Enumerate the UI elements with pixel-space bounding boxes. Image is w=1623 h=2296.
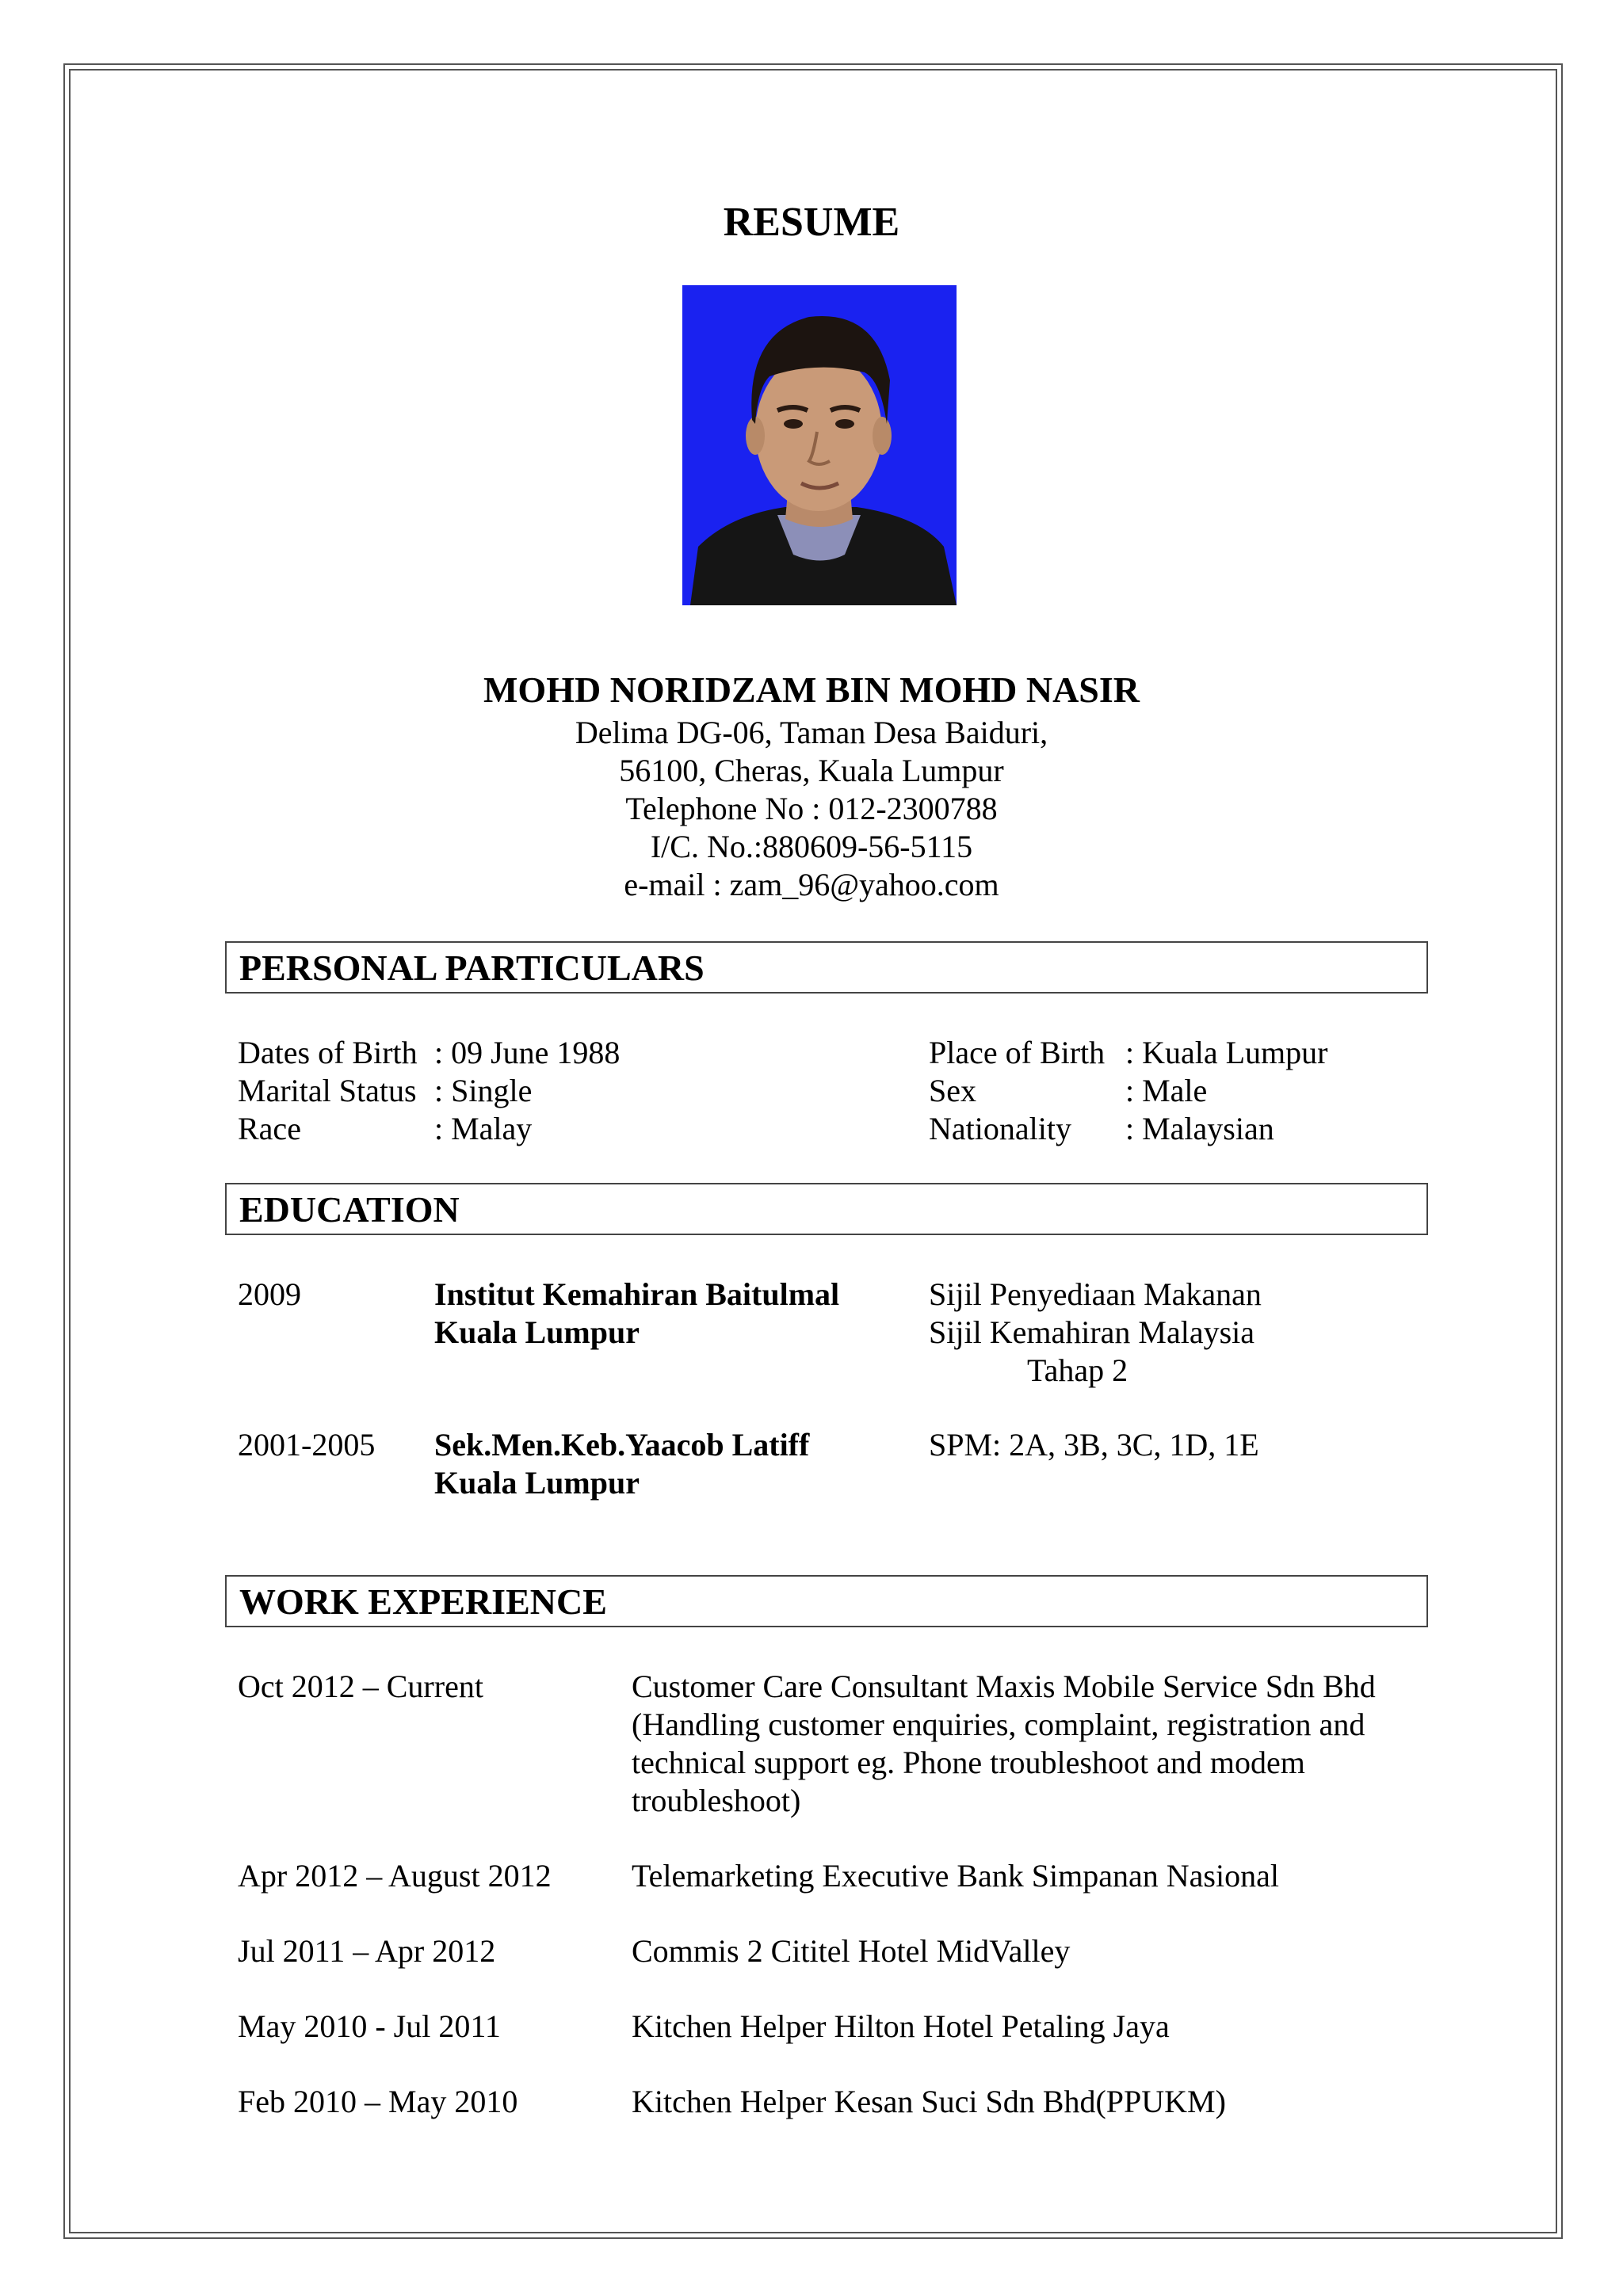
race-value: : Malay — [434, 1111, 533, 1146]
work-description: (Handling customer enquiries, complaint, registration and — [632, 1707, 1365, 1742]
edu-school: Sek.Men.Keb.Yaacob Latiff — [434, 1427, 810, 1463]
work-period: Oct 2012 – Current — [238, 1669, 483, 1704]
marital-value: : Single — [434, 1073, 533, 1108]
sex-label: Sex — [929, 1073, 976, 1108]
section-education — [225, 1183, 1428, 1235]
address-line-2: 56100, Cheras, Kuala Lumpur — [619, 753, 1004, 788]
work-role: Customer Care Consultant Maxis Mobile Service Sdn Bhd — [632, 1669, 1376, 1704]
work-period: Apr 2012 – August 2012 — [238, 1858, 552, 1894]
dob-value: : 09 June 1988 — [434, 1035, 621, 1070]
edu-school-city: Kuala Lumpur — [434, 1465, 640, 1501]
nationality-value: : Malaysian — [1125, 1111, 1274, 1146]
email: e-mail : zam_96@yahoo.com — [624, 867, 999, 902]
resume-title: RESUME — [723, 200, 900, 245]
section-personal-particulars — [225, 941, 1428, 994]
work-description: troubleshoot) — [632, 1783, 801, 1818]
sex-value: : Male — [1125, 1073, 1208, 1108]
telephone: Telephone No : 012-2300788 — [625, 791, 998, 826]
work-role: Telemarketing Executive Bank Simpanan Nasional — [632, 1858, 1279, 1894]
edu-year: 2009 — [238, 1276, 301, 1312]
section-work-experience — [225, 1575, 1428, 1627]
edu-qualification: Sijil Penyediaan Makanan — [929, 1276, 1262, 1312]
edu-qualification: Sijil Kemahiran Malaysia — [929, 1314, 1255, 1350]
work-role: Kitchen Helper Hilton Hotel Petaling Jaya — [632, 2008, 1170, 2044]
nationality-label: Nationality — [929, 1111, 1071, 1146]
work-period: Jul 2011 – Apr 2012 — [238, 1933, 496, 1969]
edu-qualification: SPM: 2A, 3B, 3C, 1D, 1E — [929, 1427, 1259, 1463]
edu-school: Institut Kemahiran Baitulmal — [434, 1276, 840, 1312]
race-label: Race — [238, 1111, 301, 1146]
work-role: Commis 2 Cititel Hotel MidValley — [632, 1933, 1071, 1969]
edu-school-city: Kuala Lumpur — [434, 1314, 640, 1350]
work-period: May 2010 - Jul 2011 — [238, 2008, 501, 2044]
section-heading: PERSONAL PARTICULARS — [239, 948, 705, 988]
edu-year: 2001-2005 — [238, 1427, 376, 1463]
pob-value: : Kuala Lumpur — [1125, 1035, 1328, 1070]
edu-qualification: Tahap 2 — [1027, 1352, 1128, 1388]
portrait-illustration — [682, 285, 957, 605]
profile-photo — [682, 285, 957, 605]
address-line-1: Delima DG-06, Taman Desa Baiduri, — [575, 715, 1048, 750]
section-heading: EDUCATION — [239, 1189, 460, 1230]
candidate-name: MOHD NORIDZAM BIN MOHD NASIR — [483, 669, 1140, 710]
marital-label: Marital Status — [238, 1073, 417, 1108]
section-heading: WORK EXPERIENCE — [239, 1581, 607, 1622]
work-role: Kitchen Helper Kesan Suci Sdn Bhd(PPUKM) — [632, 2084, 1226, 2119]
dob-label: Dates of Birth — [238, 1035, 418, 1070]
ic-number: I/C. No.:880609-56-5115 — [650, 829, 973, 864]
work-description: technical support eg. Phone troubleshoot and modem — [632, 1745, 1305, 1780]
pob-label: Place of Birth — [929, 1035, 1106, 1070]
work-period: Feb 2010 – May 2010 — [238, 2084, 518, 2119]
